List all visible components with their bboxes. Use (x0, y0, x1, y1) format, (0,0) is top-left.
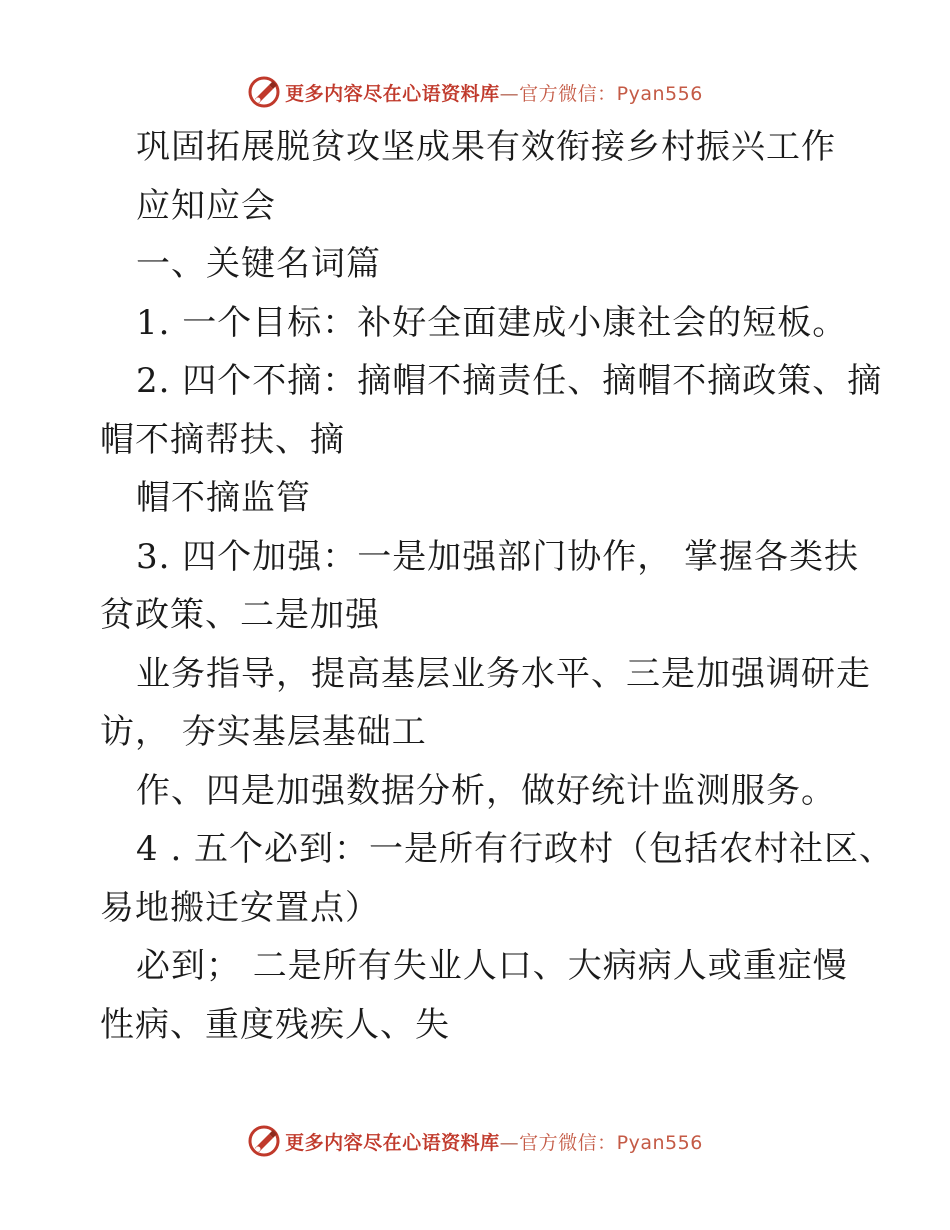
document-body (100, 118, 895, 1054)
doc-line: 性病、重度残疾人、失 (100, 1004, 450, 1045)
doc-line: 业务指导，提高基层业务水平、三是加强调研走 (136, 653, 871, 694)
watermark-prefix: 更多内容尽在心语资料库 (285, 1131, 500, 1154)
brand-logo-icon (247, 75, 281, 109)
watermark-text (285, 1128, 703, 1155)
brand-logo-icon (247, 1124, 281, 1158)
doc-line: 2. 四个不摘：摘帽不摘责任、摘帽不摘政策、摘 (136, 361, 883, 401)
watermark-prefix: 更多内容尽在心语资料库 (285, 82, 500, 105)
doc-line: 4 . 五个必到：一是所有行政村（包括农村社区、 (136, 829, 895, 869)
doc-line: 作、四是加强数据分析，做好统计监测服务。 (136, 770, 836, 811)
doc-line: 必到； 二是所有失业人口、大病病人或重症慢 (136, 946, 848, 986)
watermark-separator: — (499, 82, 520, 105)
watermark-suffix: 官方微信：Pyan556 (519, 1131, 703, 1154)
watermark-footer (0, 1121, 950, 1161)
doc-line: 巩固拓展脱贫攻坚成果有效衔接乡村振兴工作 (136, 127, 836, 167)
watermark-text (285, 79, 703, 106)
doc-line: 帽不摘帮扶、摘 (100, 419, 345, 460)
doc-line: 一、关键名词篇 (136, 244, 381, 284)
doc-line: 访， 夯实基层基础工 (100, 712, 427, 752)
watermark-suffix: 官方微信：Pyan556 (519, 82, 703, 105)
watermark-header (0, 72, 950, 112)
doc-line: 3. 四个加强：一是加强部门协作， 掌握各类扶 (136, 536, 860, 577)
doc-line: 帽不摘监管 (136, 478, 311, 518)
doc-line: 1. 一个目标：补好全面建成小康社会的短板。 (136, 302, 848, 343)
watermark-separator: — (499, 1131, 520, 1154)
doc-line: 易地搬迁安置点） (100, 887, 380, 928)
doc-line: 贫政策、二是加强 (100, 595, 380, 635)
doc-line: 应知应会 (136, 185, 276, 226)
